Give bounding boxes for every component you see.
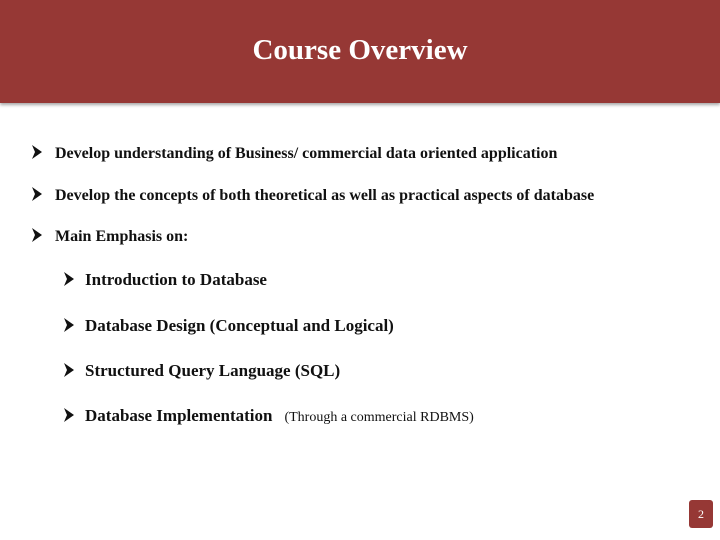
sub-bullet-item xyxy=(64,316,394,336)
sub-bullet-item xyxy=(64,406,474,426)
page-number-badge: 2 xyxy=(689,500,713,528)
arrowhead-bullet-icon xyxy=(64,272,74,286)
arrowhead-bullet-icon xyxy=(64,318,74,332)
arrowhead-bullet-icon xyxy=(32,145,42,159)
sub-bullet-note: (Through a commercial RDBMS) xyxy=(284,410,474,425)
slide-title: Course Overview xyxy=(252,34,468,66)
arrowhead-bullet-icon xyxy=(32,187,42,201)
arrowhead-bullet-icon xyxy=(32,228,42,242)
bullet-item xyxy=(32,144,557,163)
sub-bullet-item xyxy=(64,270,267,290)
bullet-text: Main Emphasis on: xyxy=(55,228,189,245)
bullet-text: Develop understanding of Business/ commercial data oriented application xyxy=(55,145,558,162)
sub-bullet-text: Database Design (Conceptual and Logical) xyxy=(85,316,394,335)
sub-bullet-text: Database Implementation xyxy=(85,406,273,425)
arrowhead-bullet-icon xyxy=(64,363,74,377)
arrowhead-bullet-icon xyxy=(64,408,74,422)
sub-bullet-item xyxy=(64,361,340,381)
bullet-text: Develop the concepts of both theoretical as well as practical aspects of database xyxy=(55,187,595,204)
sub-bullet-text: Introduction to Database xyxy=(85,270,267,289)
sub-bullet-text: Structured Query Language (SQL) xyxy=(85,361,341,380)
bullet-item xyxy=(32,186,594,205)
bullet-item xyxy=(32,227,188,246)
